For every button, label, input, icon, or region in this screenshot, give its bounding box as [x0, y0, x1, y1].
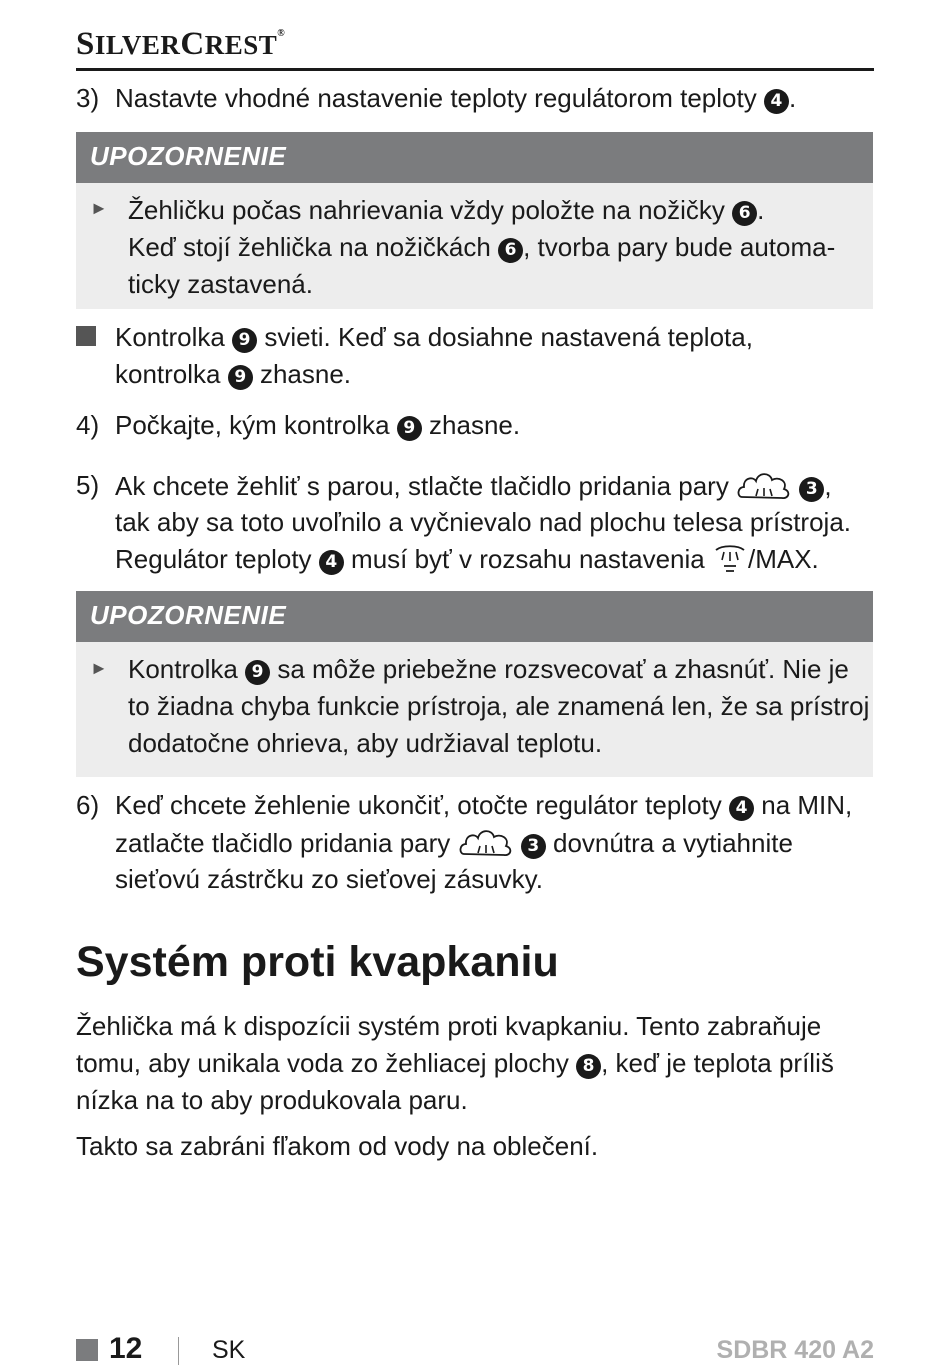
steam-setting-icon [712, 542, 748, 576]
part-badge: 8 [576, 1054, 601, 1079]
part-badge: 4 [764, 89, 789, 114]
steam-cloud-icon [458, 824, 514, 860]
brand-logo: SILVERCREST® [76, 26, 286, 62]
arrow-icon: ► [90, 198, 108, 218]
part-badge: 9 [245, 660, 270, 685]
steam-cloud-icon [736, 467, 792, 503]
part-badge: 4 [729, 796, 754, 821]
part-badge: 4 [319, 550, 344, 575]
note-body: ► Kontrolka 9 sa môže priebežne rozsvecovať a zhasnúť. Nie je to žiadna chyba funkcie prístroja, ale znamená len, že sa prístroj dodatočne ohrieva, aby udržiaval teplotu. [76, 642, 873, 777]
language-code: SK [212, 1336, 246, 1364]
part-badge: 3 [521, 834, 546, 859]
note-header: UPOZORNENIE [76, 132, 873, 183]
result-line: Kontrolka 9 svieti. Keď sa dosiahne nastavená teplota, [115, 322, 753, 352]
section-title: Systém proti kvapkaniu [76, 938, 559, 986]
model-number: SDBR 420 A2 [716, 1336, 874, 1364]
part-badge: 9 [232, 328, 257, 353]
part-badge: 9 [397, 416, 422, 441]
section-paragraph: Žehlička má k dispozícii systém proti kvapkaniu. Tento zabraňuje [76, 1011, 822, 1041]
note-body: ► Žehličku počas nahrievania vždy položte na nožičky 6 . Keď stojí žehlička na nožičkách 6 , tvorba pary bude automa- ticky zastavená. [76, 183, 873, 309]
arrow-icon: ► [90, 658, 108, 678]
part-badge: 3 [799, 477, 824, 502]
note-header: UPOZORNENIE [76, 591, 873, 642]
header-rule [76, 68, 874, 71]
result-bullet-icon [76, 326, 96, 346]
footer-marker [76, 1339, 98, 1361]
footer-divider [178, 1337, 179, 1365]
part-badge: 6 [498, 238, 523, 263]
part-badge: 6 [732, 201, 757, 226]
page-number: 12 [109, 1332, 143, 1365]
part-badge: 9 [228, 365, 253, 390]
section-paragraph: Takto sa zabráni fľakom od vody na oblečení. [76, 1131, 599, 1161]
